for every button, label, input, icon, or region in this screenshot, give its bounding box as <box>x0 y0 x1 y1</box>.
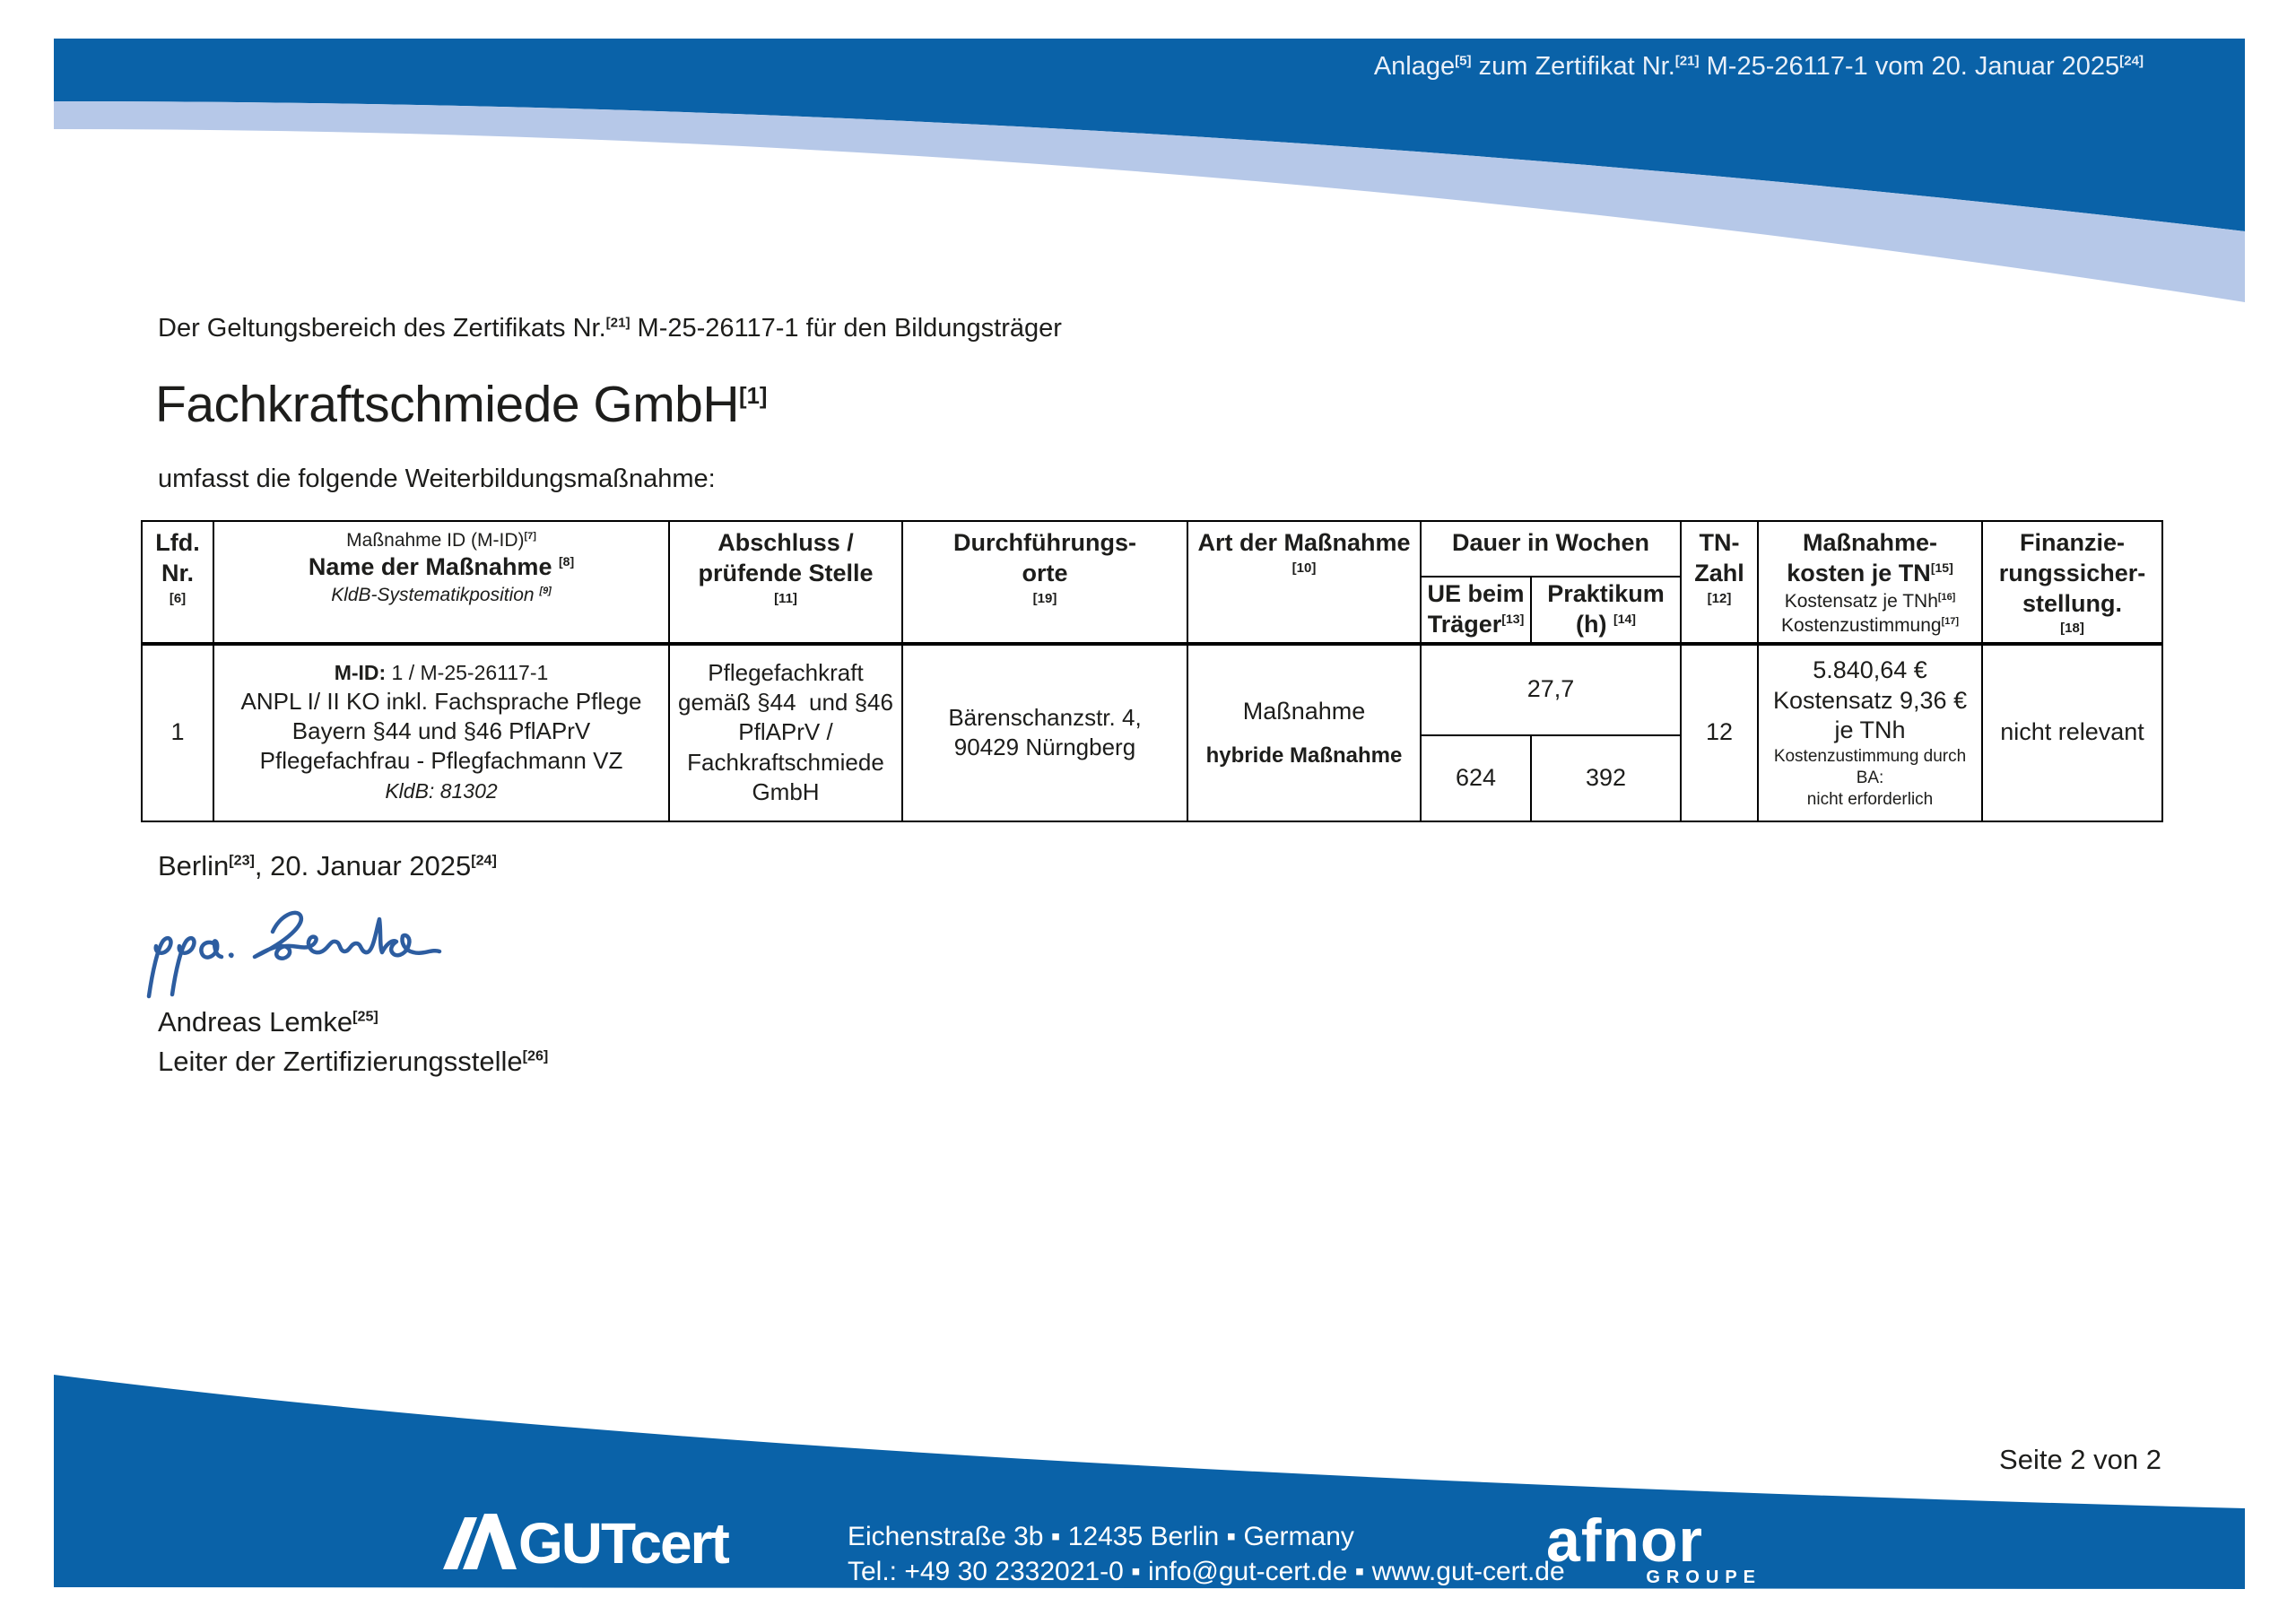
col-header-tn-zahl <box>1681 521 1758 644</box>
footnote-ref: [13] <box>1501 611 1525 626</box>
footnote-ref: [8] <box>558 554 575 569</box>
label: Maßnahme- <box>1803 529 1938 556</box>
footnote-ref: [17] <box>1941 615 1960 627</box>
gutcert-peaks-icon <box>441 1512 518 1571</box>
footnote-ref: [25] <box>352 1008 378 1025</box>
intro-subline: umfasst die folgende Weiterbildungsmaßnahme: <box>158 465 716 493</box>
signer-role: Leiter der Zertifizierungsstelle <box>158 1046 523 1077</box>
address-line-1: Eichenstraße 3b ▪ 12435 Berlin ▪ Germany <box>848 1522 1354 1551</box>
label: Art der Maßnahme <box>1197 529 1411 556</box>
signer-block <box>158 1003 548 1081</box>
label: (h) [14] <box>1576 610 1636 638</box>
place-date-line <box>158 850 497 882</box>
abschluss-line: gemäß §44 und §46 <box>678 689 893 716</box>
label: Kostenzustimmung[17] <box>1781 614 1960 636</box>
label: Durchführungs- <box>953 529 1136 556</box>
footnote-ref: [15] <box>1930 560 1953 575</box>
banner-text-3: M-25-26117-1 vom 20. Januar 2025 <box>1699 52 2120 81</box>
cell-tn-zahl: 12 <box>1681 644 1758 821</box>
massnahme-line: ANPL I/ II KO inkl. Fachsprache Pflege <box>240 687 642 715</box>
abschluss-line: Fachkraftschmiede <box>687 748 884 776</box>
col-header-lfd-nr <box>142 521 213 644</box>
label: Maßnahme ID (M-ID)[7] <box>346 530 536 551</box>
col-header-durchfuehrungsorte <box>902 521 1187 644</box>
massnahme-line: Bayern §44 und §46 PflAPrV <box>291 717 591 745</box>
abschluss-line: Pflegefachkraft <box>708 658 864 686</box>
footnote-ref: [16] <box>1937 591 1956 603</box>
company-title <box>155 375 767 434</box>
cell-art <box>1187 644 1421 821</box>
kosten-line: 5.840,64 € <box>1813 656 1927 683</box>
m-id: M-ID: 1 / M-25-26117-1 <box>334 661 549 685</box>
address-line-2: Tel.: +49 30 2332021-0 ▪ info@gut-cert.de ▪ www.gut-cert.de <box>848 1557 1565 1586</box>
ort-line: 90429 Nürngberg <box>953 734 1136 760</box>
art-line-bold: hybride Maßnahme <box>1205 743 1403 768</box>
label: Abschluss / <box>718 529 854 556</box>
spacer <box>1194 727 1414 742</box>
kosten-note: nicht erforderlich <box>1806 789 1934 809</box>
kldb-code: KldB: 81302 <box>385 778 498 803</box>
label: kosten je TN[15] <box>1787 559 1953 586</box>
signer-name-line <box>158 1003 548 1042</box>
footnote-ref: [7] <box>524 531 536 542</box>
footnote-ref: [23] <box>229 852 255 869</box>
cell-finanzierung: nicht relevant <box>1982 644 2162 821</box>
cell-durchfuehrungsorte <box>902 644 1187 821</box>
col-header-ue-traeger <box>1421 577 1531 644</box>
footnote-ref: [12] <box>1707 590 1732 606</box>
gutcert-logo <box>441 1511 728 1576</box>
massnahme-line: Pflegefachfrau - Pflegfachmann VZ <box>259 747 623 775</box>
ort-line: Bärenschanzstr. 4, <box>948 703 1142 731</box>
footnote-ref: [18] <box>2060 621 2084 637</box>
cell-ue-traeger: 624 <box>1421 735 1531 821</box>
abschluss-line: GmbH <box>752 777 820 805</box>
afnor-logo <box>1546 1507 1770 1588</box>
page-number: Seite 2 von 2 <box>1999 1444 2161 1475</box>
intro-text: Der Geltungsbereich des Zertifikats Nr. <box>158 314 606 343</box>
intro-text-2: M-25-26117-1 für den Bildungsträger <box>630 314 1062 343</box>
table-data-row <box>142 644 2162 735</box>
col-header-finanzierung <box>1982 521 2162 644</box>
banner-title <box>1374 52 2144 82</box>
label: Finanzie- <box>2020 529 2126 556</box>
company-name: Fachkraftschmiede GmbH <box>155 376 740 433</box>
gutcert-logo-text: GUTcert <box>518 1511 728 1576</box>
label: Zahl <box>1694 559 1744 586</box>
afnor-groupe-text: GROUPE <box>1646 1568 1761 1587</box>
col-header-massnahme-name <box>213 521 669 644</box>
cell-kosten <box>1758 644 1982 821</box>
footnote-ref: [14] <box>1613 611 1636 626</box>
abschluss-line: PflAPrV / <box>738 718 833 746</box>
banner-ref-21: [21] <box>1674 53 1700 69</box>
col-header-abschluss <box>669 521 902 644</box>
label: rungssicher- <box>1998 559 2146 586</box>
col-header-praktikum <box>1531 577 1681 644</box>
cell-dauer-wochen: 27,7 <box>1421 644 1681 735</box>
footer-address <box>848 1519 1565 1589</box>
label: Praktikum <box>1547 580 1665 607</box>
label: prüfende Stelle <box>698 559 874 586</box>
kosten-note: Kostenzustimmung durch BA: <box>1773 747 1967 787</box>
label: Nr. <box>161 559 195 586</box>
art-line: Maßnahme <box>1242 697 1366 725</box>
footnote-ref: [10] <box>1292 560 1317 576</box>
col-header-kosten <box>1758 521 1982 644</box>
handwritten-signature <box>138 901 443 1009</box>
footnote-ref: [26] <box>522 1047 549 1064</box>
label: UE beim <box>1427 580 1525 607</box>
table-header-row-1 <box>142 521 2162 577</box>
banner-ref-24: [24] <box>2119 53 2144 69</box>
kosten-line: Kostensatz 9,36 € <box>1772 686 1968 714</box>
label: TN- <box>1699 529 1740 556</box>
company-ref-1: [1] <box>739 384 768 409</box>
banner-ref-5: [5] <box>1455 53 1472 69</box>
intro-line <box>158 314 1062 343</box>
footnote-ref: [9] <box>539 586 552 597</box>
col-header-dauer: Dauer in Wochen <box>1421 521 1681 577</box>
label: orte <box>1022 559 1068 586</box>
place: Berlin <box>158 850 230 881</box>
cell-praktikum: 392 <box>1531 735 1681 821</box>
footnote-ref: [24] <box>471 852 497 869</box>
col-header-art <box>1187 521 1421 644</box>
label: Lfd. <box>155 529 200 556</box>
cell-abschluss <box>669 644 902 821</box>
banner-text-2: zum Zertifikat Nr. <box>1471 52 1675 81</box>
cell-massnahme-name <box>213 644 669 821</box>
massnahmen-table <box>141 520 2163 822</box>
label: Kostensatz je TNh[16] <box>1784 590 1956 612</box>
footnote-ref: [11] <box>774 590 797 606</box>
date: , 20. Januar 2025 <box>254 850 472 881</box>
signer-role-line <box>158 1042 548 1081</box>
afnor-logo-text: afnor <box>1546 1507 1703 1575</box>
label: Träger[13] <box>1427 610 1525 638</box>
label: Name der Maßnahme [8] <box>308 553 575 581</box>
footnote-ref: [6] <box>169 590 187 606</box>
label: stellung. <box>2022 589 2123 617</box>
label: KldB-Systematikposition [9] <box>331 585 552 606</box>
intro-ref-21: [21] <box>605 315 631 331</box>
signer-name: Andreas Lemke <box>158 1006 353 1038</box>
kosten-line: je TNh <box>1834 716 1906 744</box>
footnote-ref: [19] <box>1032 590 1057 606</box>
banner-text: Anlage <box>1373 52 1456 81</box>
cell-lfd-nr: 1 <box>142 644 213 821</box>
